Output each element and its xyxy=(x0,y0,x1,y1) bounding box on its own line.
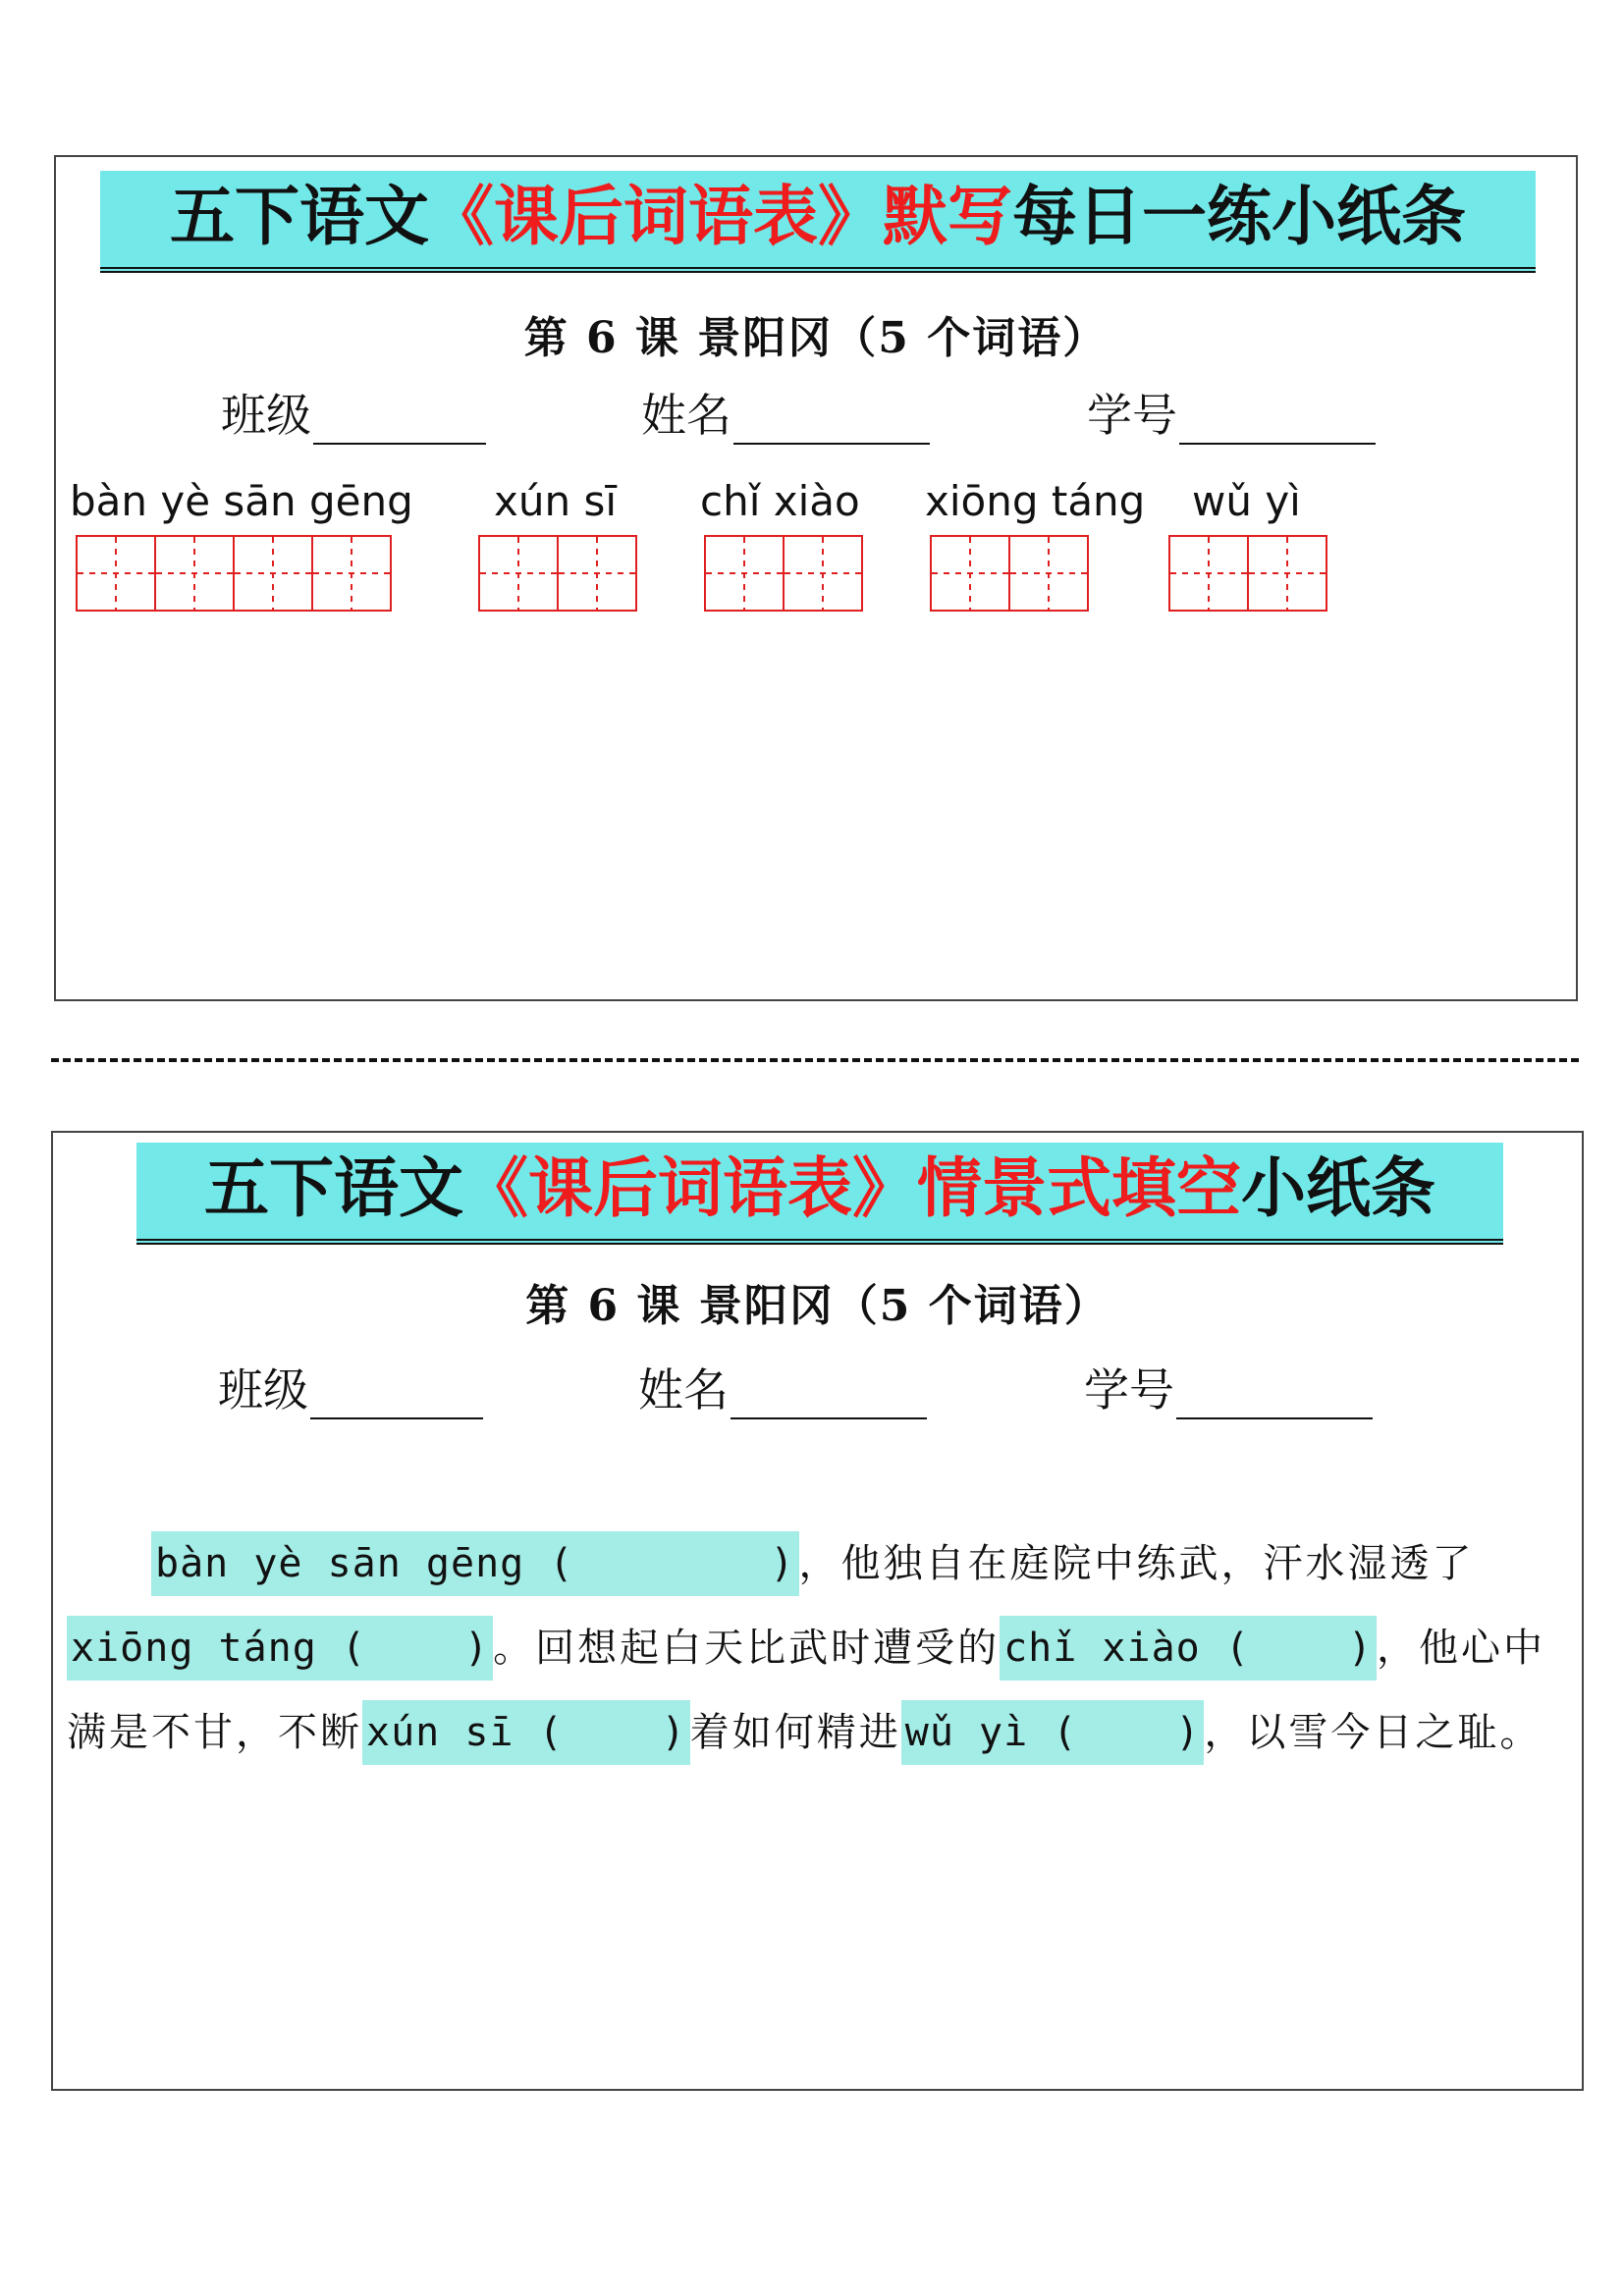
writing-grid[interactable] xyxy=(76,535,392,612)
name-blank[interactable] xyxy=(731,1374,927,1419)
title-part-3: 每日一练小纸条 xyxy=(1012,179,1466,254)
passage-text: 。回想起白天比武时遭受的 xyxy=(493,1626,1001,1671)
blank-pinyin: xún sī ( xyxy=(366,1710,564,1755)
number-blank[interactable] xyxy=(1179,400,1376,445)
blank-close: ) xyxy=(463,1626,490,1671)
writing-grid[interactable] xyxy=(930,535,1089,612)
name-field[interactable] xyxy=(641,386,930,445)
passage-text: ，他独自在庭院中练武，汗水湿透了 xyxy=(798,1541,1475,1586)
title-part-1: 五下语文 xyxy=(170,179,429,254)
grid-cell[interactable] xyxy=(1247,535,1327,612)
grid-cell[interactable] xyxy=(704,535,785,612)
number-field[interactable] xyxy=(1087,386,1376,445)
title-part-3: 小纸条 xyxy=(1241,1150,1435,1226)
grid-cell[interactable] xyxy=(233,535,313,612)
word-pinyin: bàn yè sān gēng xyxy=(70,477,413,525)
cut-line-divider xyxy=(51,1058,1579,1062)
fill-blank-2[interactable] xyxy=(67,1616,493,1681)
name-field[interactable] xyxy=(638,1361,927,1419)
grid-cell[interactable] xyxy=(1008,535,1089,612)
title-part-2: 《课后词语表》情景式填空 xyxy=(463,1150,1241,1226)
fill-blank-5[interactable] xyxy=(901,1700,1205,1765)
blank-pinyin: bàn yè sān gēng ( xyxy=(155,1541,574,1586)
writing-grid[interactable] xyxy=(1168,535,1327,612)
fill-blank-1[interactable] xyxy=(151,1531,799,1596)
grid-cell[interactable] xyxy=(1168,535,1249,612)
fill-in-card xyxy=(51,1131,1584,2091)
class-label: 班级 xyxy=(218,1363,308,1416)
word-pinyin: chǐ xiào xyxy=(700,477,860,525)
dictation-card xyxy=(54,155,1578,1001)
name-blank[interactable] xyxy=(733,400,930,445)
blank-close: ) xyxy=(770,1541,795,1586)
lesson-heading: 第 6 课 景阳冈（5 个词语） xyxy=(525,1281,1110,1331)
passage-text: ，以雪今日之耻。 xyxy=(1204,1710,1543,1755)
fill-in-passage xyxy=(67,1522,1569,1775)
word-pinyin: wǔ yì xyxy=(1192,477,1301,525)
blank-pinyin: wǔ yì ( xyxy=(904,1710,1078,1755)
lesson-heading: 第 6 课 景阳冈（5 个词语） xyxy=(523,313,1109,363)
fill-in-title-banner xyxy=(136,1143,1503,1245)
name-label: 姓名 xyxy=(641,389,731,442)
blank-close: ) xyxy=(661,1710,686,1755)
grid-cell[interactable] xyxy=(930,535,1010,612)
word-pinyin: xún sī xyxy=(494,477,617,525)
class-label: 班级 xyxy=(221,389,311,442)
grid-cell[interactable] xyxy=(783,535,863,612)
grid-cell[interactable] xyxy=(557,535,637,612)
title-part-1: 五下语文 xyxy=(204,1150,463,1226)
class-blank[interactable] xyxy=(310,1374,483,1419)
blank-pinyin: xiōng táng ( xyxy=(71,1626,366,1671)
word-pinyin: xiōng táng xyxy=(925,477,1146,525)
dictation-title-banner xyxy=(100,171,1536,273)
class-field[interactable] xyxy=(218,1361,483,1419)
passage-text: 着如何精进 xyxy=(689,1710,901,1755)
number-blank[interactable] xyxy=(1176,1374,1373,1419)
blank-close: ) xyxy=(1347,1626,1373,1671)
grid-cell[interactable] xyxy=(478,535,559,612)
writing-grid[interactable] xyxy=(704,535,863,612)
number-label: 学号 xyxy=(1087,389,1177,442)
grid-cell[interactable] xyxy=(311,535,392,612)
blank-close: ) xyxy=(1175,1710,1201,1755)
class-field[interactable] xyxy=(221,386,486,445)
blank-pinyin: chǐ xiào ( xyxy=(1003,1626,1250,1671)
grid-cell[interactable] xyxy=(154,535,235,612)
number-field[interactable] xyxy=(1084,1361,1373,1419)
grid-cell[interactable] xyxy=(76,535,156,612)
fill-blank-3[interactable] xyxy=(1000,1616,1377,1681)
title-part-2: 《课后词语表》默写 xyxy=(429,179,1012,254)
class-blank[interactable] xyxy=(313,400,486,445)
passage-text: ，他心中满是不甘，不断 xyxy=(67,1626,1545,1755)
name-label: 姓名 xyxy=(638,1363,729,1416)
number-label: 学号 xyxy=(1084,1363,1174,1416)
writing-grid[interactable] xyxy=(478,535,637,612)
fill-blank-4[interactable] xyxy=(362,1700,690,1765)
